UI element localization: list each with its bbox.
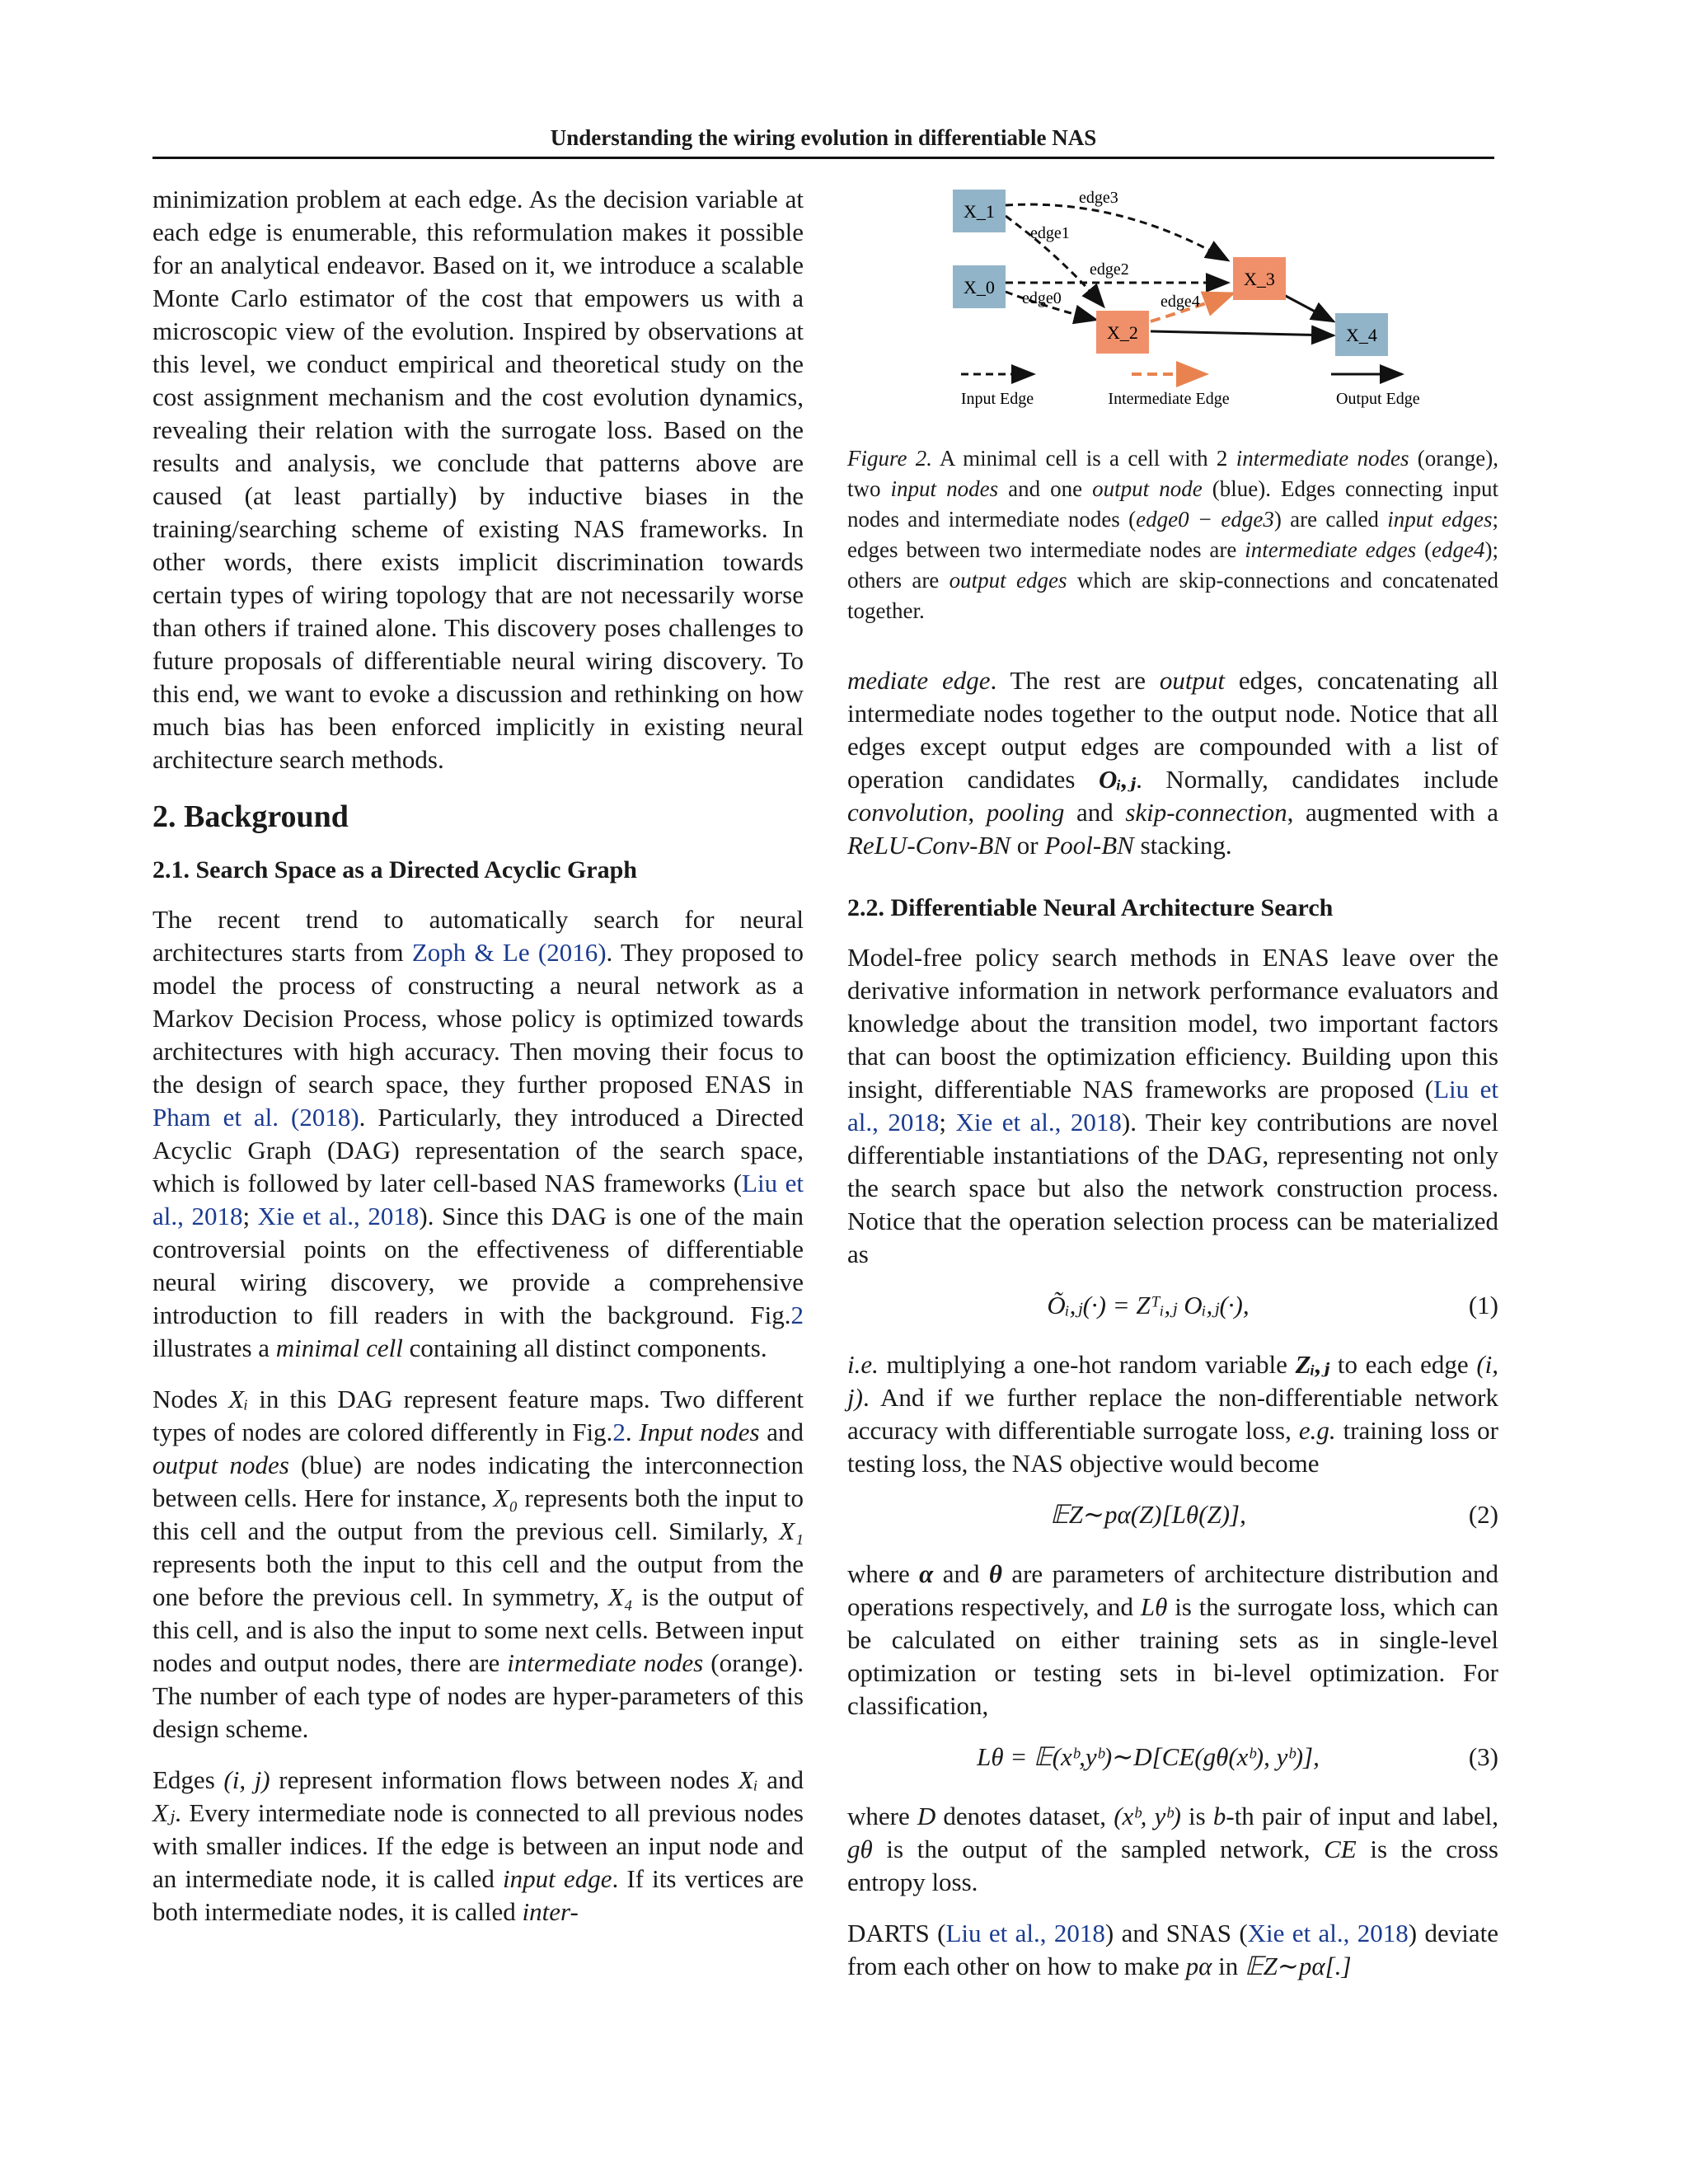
citation-link[interactable]: Liu et al., 2018 <box>152 1169 804 1230</box>
node-x4 <box>1335 313 1388 356</box>
label-edge4: edge4 <box>1160 293 1200 311</box>
svg-text:X_1: X_1 <box>964 201 995 222</box>
node-x3 <box>1233 257 1286 300</box>
citation-link[interactable]: Pham et al. (2018) <box>152 1103 359 1132</box>
citation-link[interactable]: Xie et al., 2018 <box>1247 1919 1409 1947</box>
citation-link[interactable]: Zoph & Le (2016) <box>411 938 607 967</box>
legend-intermediate-label: Intermediate Edge <box>1108 390 1230 408</box>
output-edge-x2 <box>1151 331 1334 335</box>
paragraph-differentiable-nas: Model-free policy search methods in ENAS leave over the derivative information in network performance evaluators and knowledge about the transition model, two important factors that can boost the optimization efficiency. Building upon this insight, differentiable NAS frameworks are proposed (Liu et al., 2018; Xie et al., 2018). Their key contributions are novel differentiable instantiations of the DAG, representing not only the search space but also the network construction process. Notice that the operation selection process can be materialized as <box>847 943 1498 1268</box>
label-edge3: edge3 <box>1079 189 1118 207</box>
paragraph-nodes: Nodes Xᵢ in this DAG represent feature maps. Two different types of nodes are colored differently in Fig.2. Input nodes and output nodes (blue) are nodes indicating the interconnection between cells. Here for instance, X₀ represents both the input to this cell and the output from the previous cell. Similarly, X₁ represents both the input to this cell and the output from the one before the previous cell. In symmetry, X₄ is the output of this cell, and is also the input to some next cells. Between input nodes and output nodes, there are intermediate nodes (orange). The number of each type of nodes are hyper-parameters of this design scheme. <box>152 1385 804 1743</box>
equation-2 <box>847 1498 1498 1543</box>
paragraph-edges: Edges (i, j) represent information flows between nodes Xᵢ and Xⱼ. Every intermediate node is connected to all previous nodes with smaller indices. If the edge is between an input node and an intermediate node, it is called input edge. If its vertices are both intermediate nodes, it is called inter- <box>152 1765 804 1926</box>
figure-ref-link[interactable]: 2 <box>612 1418 626 1446</box>
citation-link[interactable]: Liu et al., 2018 <box>847 1075 1498 1137</box>
equation-2-number: (2) <box>1468 1500 1498 1529</box>
legend-input-label: Input Edge <box>960 390 1034 408</box>
right-column <box>847 183 1498 2001</box>
figure-ref-link[interactable]: 2 <box>790 1301 804 1329</box>
citation-link[interactable]: Xie et al., 2018 <box>257 1202 420 1230</box>
paragraph-darts-snas: DARTS (Liu et al., 2018) and SNAS (Xie et al., 2018) deviate from each other on how to make pα in 𝔼Z∼pα[.] <box>847 1919 1498 1980</box>
paragraph-parameters: where α and θ are parameters of architecture distribution and operations respectively, and Lθ is the surrogate loss, which can be calculated on either training sets as in single-level optimization or testing sets in bi-level optimization. For classification, <box>847 1559 1498 1720</box>
intro-paragraph: minimization problem at each edge. As the decision variable at each edge is enumerable, this reformulation makes it possible for an analytical endeavor. Based on it, we introduce a scalable Monte Carlo estimator of the cost that empowers us with a microscopic view of the evolution. Inspired by observations at this level, we conduct empirical and theoretical study on the cost assignment mechanism and the cost evolution dynamics, revealing their relation with the surrogate loss. Based on the results and analysis, we conclude that patterns above are caused (at least partially) by inductive biases in the training/searching scheme of existing NAS frameworks. In other words, there exists implicit discrimination towards certain types of wiring topology that are not necessarily worse than others if trained alone. This discovery poses challenges to future proposals of differentiable neural wiring discovery. To this end, we want to evoke a discussion and rethinking on how much bias has been enforced implicitly in existing neural architecture search methods. <box>152 185 804 774</box>
svg-text:X_2: X_2 <box>1107 322 1138 343</box>
figure-minimal-cell <box>847 183 1498 430</box>
paragraph-one-hot: i.e. multiplying a one-hot random variable Zᵢ,ⱼ to each edge (i, j). And if we further replace the non-differentiable network accuracy with differentiable surrogate loss, e.g. training loss or testing loss, the NAS objective would become <box>847 1350 1498 1478</box>
minimal-cell-diagram <box>847 183 1498 430</box>
figure-caption: Figure 2. A minimal cell is a cell with 2 intermediate nodes (orange), two input nodes and one output node (blue). Edges connecting input nodes and intermediate nodes (edge0 − edge3) are called input edges; edges between two intermediate nodes are intermediate edges (edge4); others are output edges which are skip-connections and concatenated together. <box>847 446 1498 623</box>
equation-3 <box>847 1741 1498 1785</box>
legend-output-label: Output Edge <box>1336 390 1420 408</box>
subsection-title-2-2: 2.2. Differentiable Neural Architecture Search <box>847 894 1334 921</box>
node-x0 <box>953 265 1006 308</box>
equation-3-body: Lθ = 𝔼(xᵇ,yᵇ)∼D[CE(gθ(xᵇ), yᵇ)], <box>977 1742 1320 1771</box>
running-title: Understanding the wiring evolution in differentiable NAS <box>550 125 1097 150</box>
output-edge-x3 <box>1282 294 1334 321</box>
subsection-title-2-1: 2.1. Search Space as a Directed Acyclic Graph <box>152 856 637 883</box>
left-column <box>152 183 804 1947</box>
equation-1-body: Õᵢ,ⱼ(·) = Zᵀᵢ,ⱼ Oᵢ,ⱼ(·), <box>1047 1291 1250 1319</box>
equation-1-number: (1) <box>1468 1291 1498 1319</box>
citation-link[interactable]: Xie et al., 2018 <box>955 1108 1122 1137</box>
label-edge1: edge1 <box>1030 224 1070 242</box>
svg-text:X_3: X_3 <box>1244 269 1275 289</box>
svg-text:X_0: X_0 <box>964 277 995 298</box>
equation-1 <box>847 1289 1498 1333</box>
node-x1 <box>953 190 1006 232</box>
paragraph-dataset: where D denotes dataset, (xᵇ, yᵇ) is b-th pair of input and label, gθ is the output of the sampled network, CE is the cross entropy loss. <box>847 1802 1498 1896</box>
equation-3-number: (3) <box>1468 1742 1498 1771</box>
equation-2-body: 𝔼Z∼pα(Z)[Lθ(Z)], <box>1050 1500 1246 1529</box>
header-rule <box>152 157 1494 159</box>
label-edge2: edge2 <box>1090 260 1129 279</box>
label-edge0: edge0 <box>1022 289 1062 307</box>
section-title: 2. Background <box>152 799 349 834</box>
paragraph-output-edges: mediate edge. The rest are output edges, concatenating all intermediate nodes together to the output node. Notice that all edges except output edges are compounded with a list of operation candidates Oᵢ,ⱼ. Normally, candidates include convolution, pooling and skip-connection, augmented with a ReLU-Conv-BN or Pool-BN stacking. <box>847 666 1498 860</box>
node-x2 <box>1096 311 1149 354</box>
citation-link[interactable]: Liu et al., 2018 <box>945 1919 1105 1947</box>
paragraph-search-space: The recent trend to automatically search for neural architectures starts from Zoph & Le (2016). They proposed to model the process of constructing a neural network as a Markov Decision Process, whose policy is optimized towards architectures with high accuracy. Then moving their focus to the design of search space, they further proposed ENAS in Pham et al. (2018). Particularly, they introduced a Directed Acyclic Graph (DAG) representation of the search space, which is followed by later cell-based NAS frameworks (Liu et al., 2018; Xie et al., 2018). Since this DAG is one of the main controversial points on the effectiveness of differentiable neural wiring discovery, we provide a comprehensive introduction to fill readers in with the background. Fig.2 illustrates a minimal cell containing all distinct components. <box>152 905 804 1362</box>
svg-text:X_4: X_4 <box>1346 325 1377 345</box>
